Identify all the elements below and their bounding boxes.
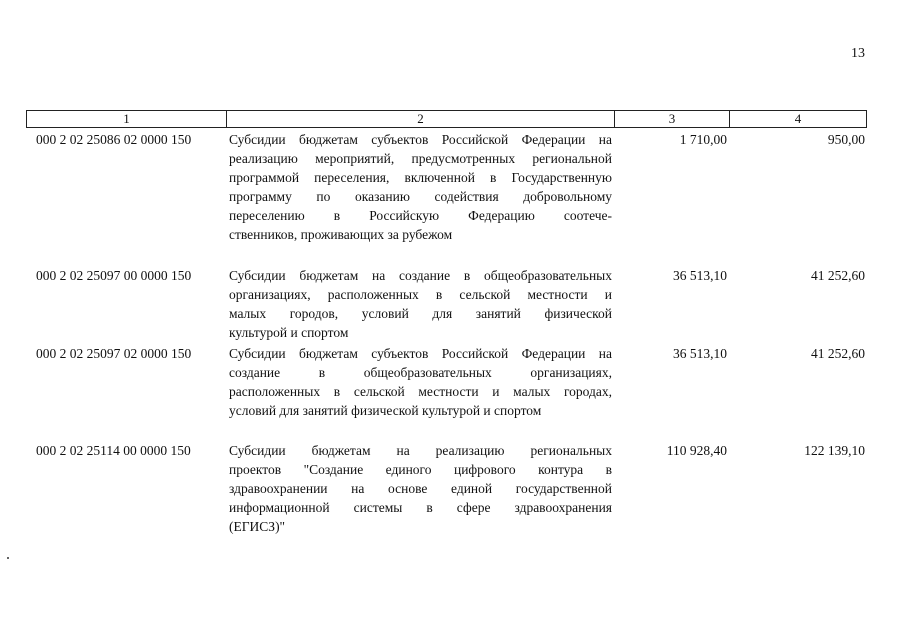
column-header-row bbox=[27, 111, 867, 128]
description-line: переселению в Российскую Федерацию соотече- bbox=[229, 208, 612, 223]
value-col3: 36 513,10 bbox=[673, 346, 727, 361]
value-col4: 950,00 bbox=[827, 132, 865, 147]
row-description bbox=[229, 130, 612, 244]
description-line: Субсидии бюджетам на реализацию региональных bbox=[229, 443, 612, 458]
description-line: Субсидии бюджетам субъектов Российской Федерации на bbox=[229, 132, 612, 147]
description-line: Субсидии бюджетам субъектов Российской Федерации на bbox=[229, 346, 612, 361]
description-line: программу по оказанию содействия добровольному bbox=[229, 189, 612, 204]
value-col4: 41 252,60 bbox=[811, 346, 865, 361]
row-description bbox=[229, 344, 612, 420]
value-col4: 122 139,10 bbox=[804, 443, 865, 458]
description-line: условий для занятий физической культурой и спортом bbox=[229, 403, 542, 418]
description-line: программой переселения, включенной в Государственную bbox=[229, 170, 612, 185]
budget-code: 000 2 02 25086 02 0000 150 bbox=[36, 132, 192, 147]
value-col4: 41 252,60 bbox=[811, 268, 865, 283]
description-line: здравоохранении на основе единой государственной bbox=[229, 481, 612, 496]
column-header-2: 2 bbox=[227, 111, 615, 128]
column-header-3: 3 bbox=[615, 111, 730, 128]
description-line: Субсидии бюджетам на создание в общеобразовательных bbox=[229, 268, 612, 283]
budget-code: 000 2 02 25097 02 0000 150 bbox=[36, 346, 192, 361]
description-line: создание в общеобразовательных организациях, bbox=[229, 365, 612, 380]
description-line: организациях, расположенных в сельской местности и bbox=[229, 287, 612, 302]
row-description bbox=[229, 266, 612, 342]
budget-code: 000 2 02 25114 00 0000 150 bbox=[36, 443, 191, 458]
description-line: реализацию мероприятий, предусмотренных региональной bbox=[229, 151, 612, 166]
description-line: ственников, проживающих за рубежом bbox=[229, 227, 453, 242]
scan-speck bbox=[7, 557, 9, 559]
value-col3: 110 928,40 bbox=[666, 443, 727, 458]
description-line: расположенных в сельской местности и малых городах, bbox=[229, 384, 612, 399]
description-line: проектов "Создание единого цифрового контура в bbox=[229, 462, 612, 477]
page-number: 13 bbox=[851, 46, 865, 61]
description-line: малых городов, условий для занятий физической bbox=[229, 306, 612, 321]
description-line: информационной системы в сфере здравоохранения bbox=[229, 500, 612, 515]
description-line: (ЕГИСЗ)" bbox=[229, 519, 286, 534]
row-description bbox=[229, 441, 612, 536]
column-header-1: 1 bbox=[27, 111, 227, 128]
column-header-4: 4 bbox=[730, 111, 867, 128]
value-col3: 36 513,10 bbox=[673, 268, 727, 283]
value-col3: 1 710,00 bbox=[679, 132, 727, 147]
budget-code: 000 2 02 25097 00 0000 150 bbox=[36, 268, 192, 283]
column-header-table bbox=[26, 110, 867, 128]
description-line: культурой и спортом bbox=[229, 325, 349, 340]
